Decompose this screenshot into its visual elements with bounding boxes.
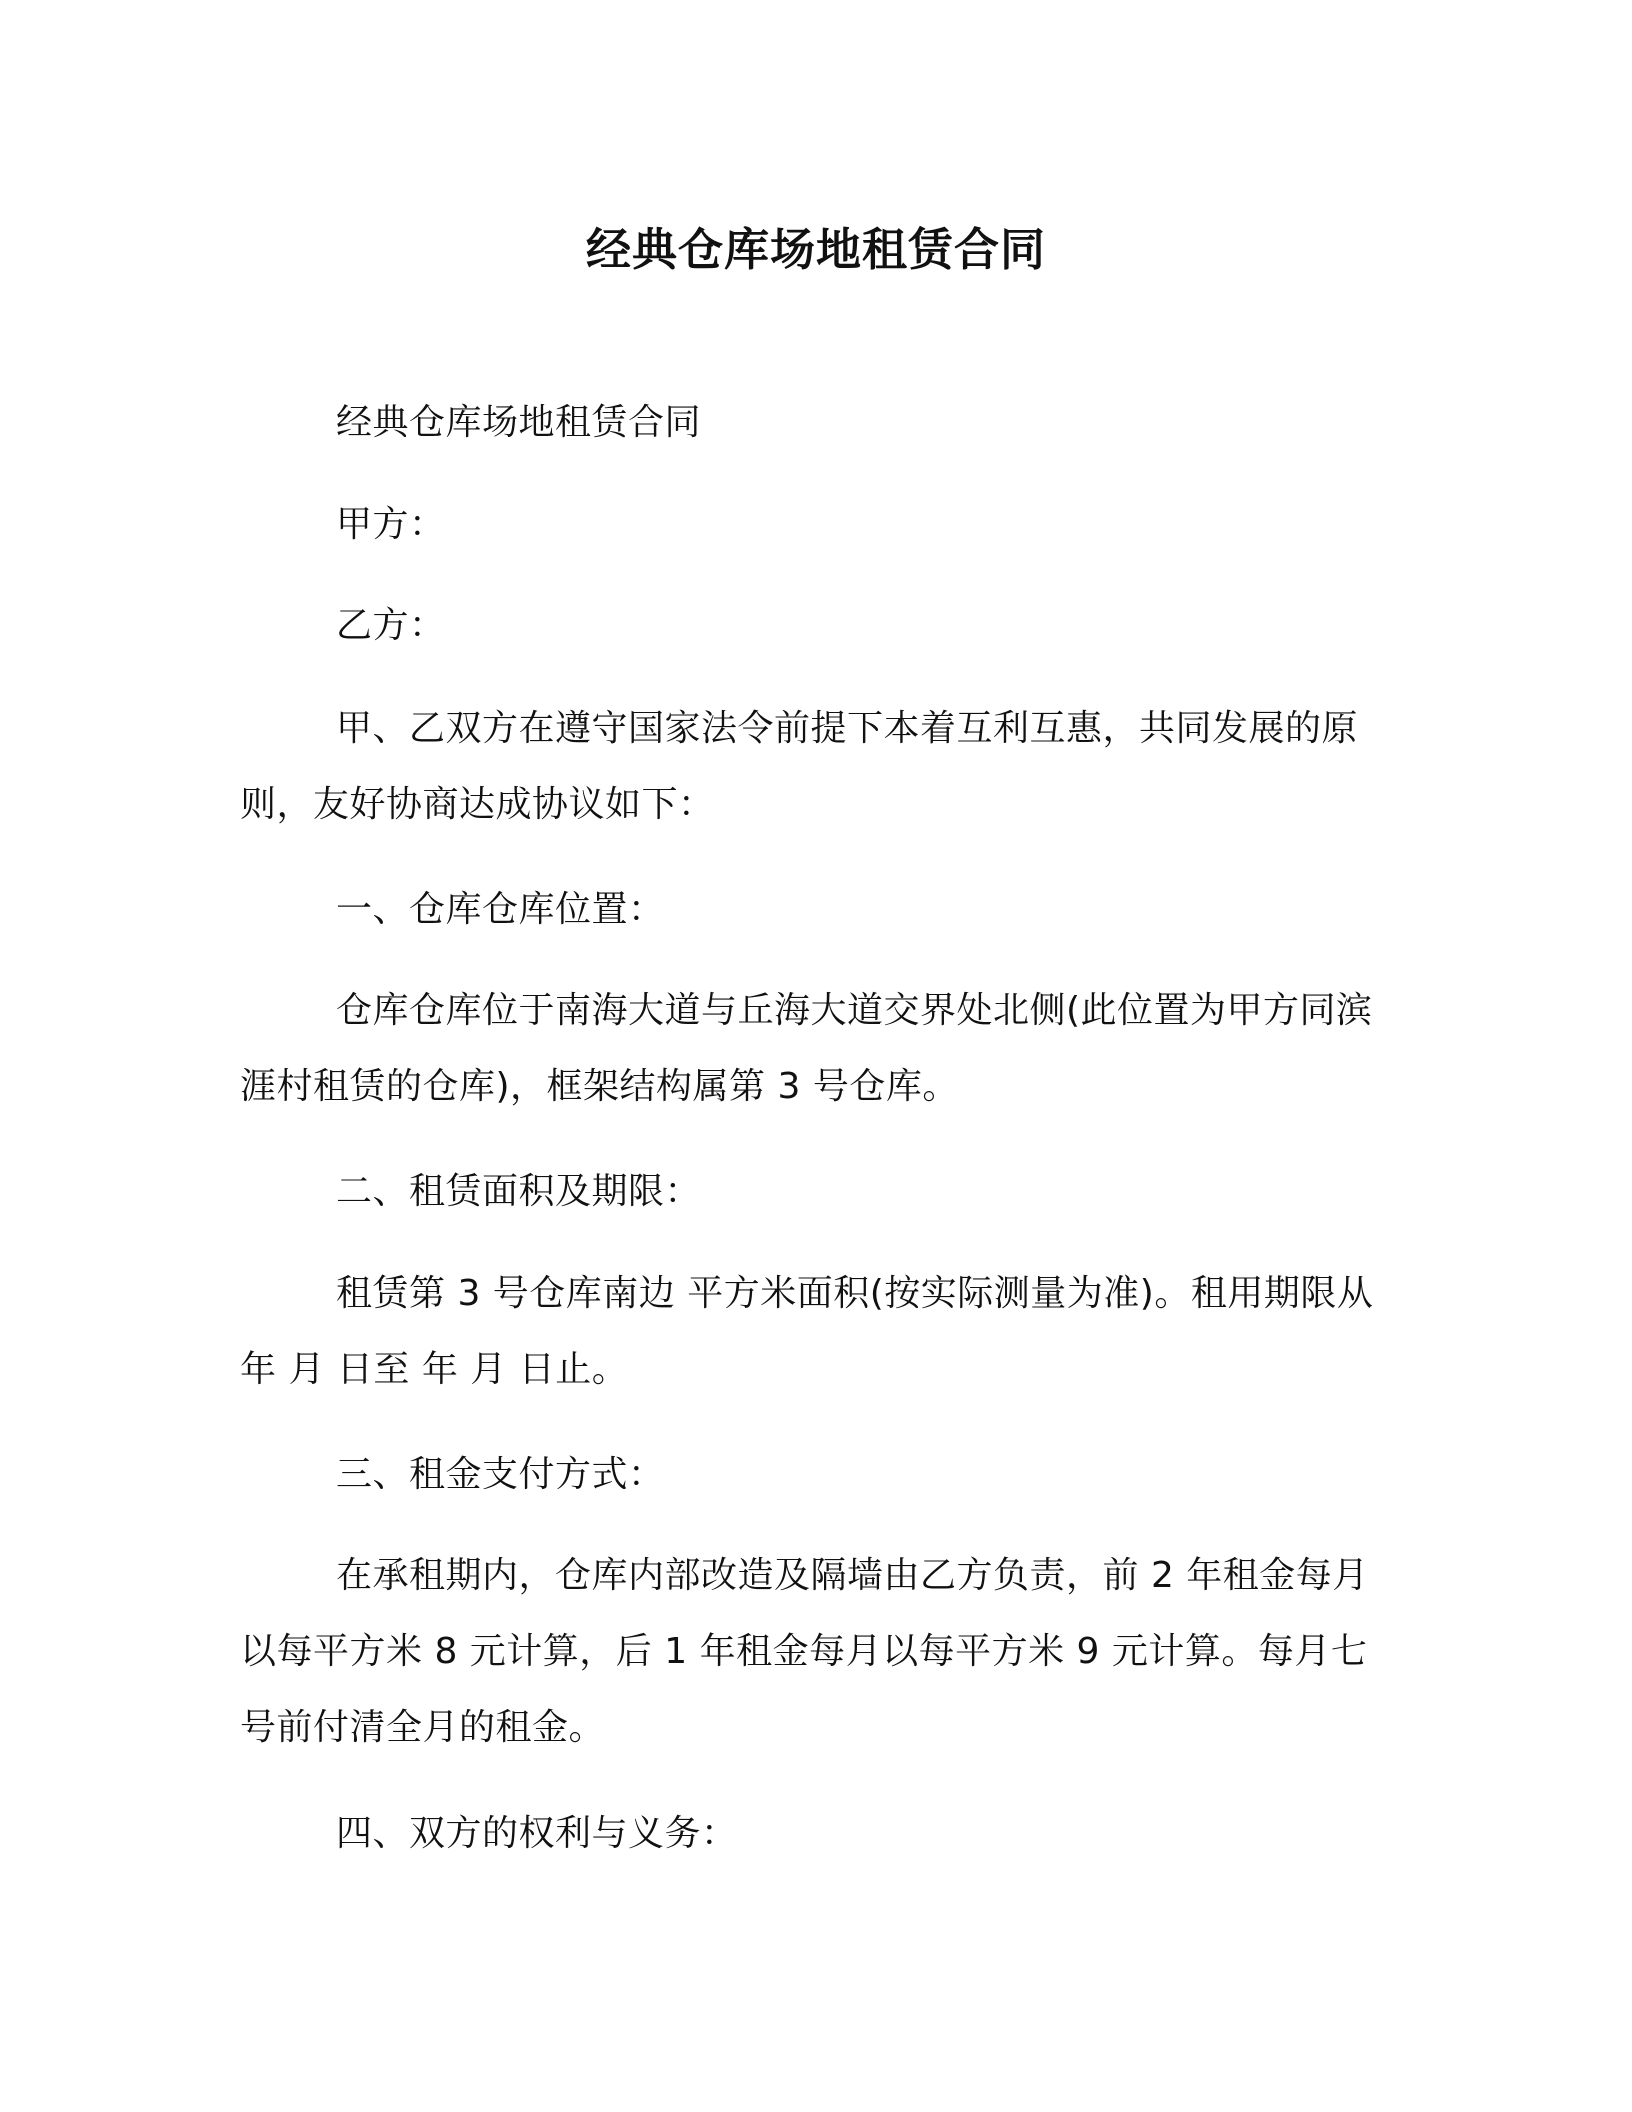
paragraph-area-term: 租赁第 3 号仓库南边 平方米面积(按实际测量为准)。租用期限从年 月 日至 年 月 日止。 <box>240 1273 1374 1390</box>
paragraph-location: 仓库仓库位于南海大道与丘海大道交界处北侧(此位置为甲方同滨涯村租赁的仓库)，框架结构属第 3 号仓库。 <box>240 990 1373 1107</box>
section-heading-payment: 三、租金支付方式： <box>336 1454 665 1495</box>
paragraph-party-a: 甲方： <box>336 504 446 545</box>
section-heading-location: 一、仓库仓库位置： <box>336 889 665 930</box>
paragraph-payment: 在承租期内，仓库内部改造及隔墙由乙方负责，前 2 年租金每月以每平方米 8 元计算，后 1 年租金每月以每平方米 9 元计算。每月七号前付清全月的租金。 <box>240 1555 1369 1748</box>
paragraph-party-b: 乙方： <box>336 605 446 646</box>
section-heading-area-term: 二、租赁面积及期限： <box>336 1171 702 1212</box>
paragraph-contract-name: 经典仓库场地租赁合同 <box>336 402 702 443</box>
document-title: 经典仓库场地租赁合同 <box>585 223 1046 276</box>
paragraph-preamble: 甲、乙双方在遵守国家法令前提下本着互利互惠，共同发展的原则，友好协商达成协议如下： <box>240 708 1359 825</box>
section-heading-rights-obligations: 四、双方的权利与义务： <box>336 1813 738 1854</box>
